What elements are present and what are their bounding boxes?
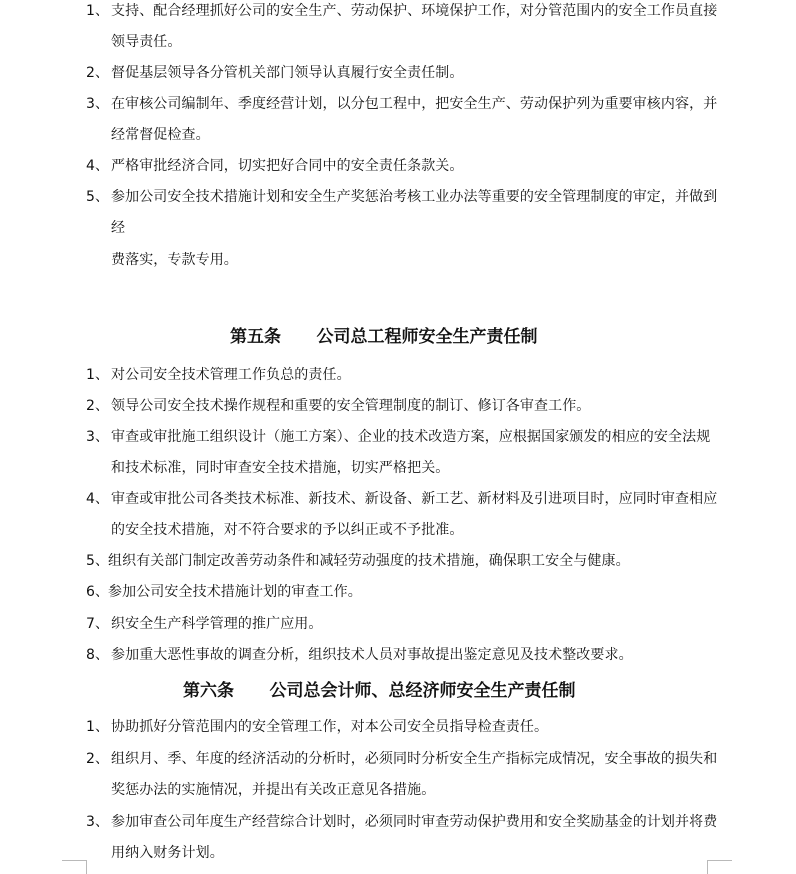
- item-text: 组织有关部门制定改善劳动条件和减轻劳动强度的技术措施，确保职工安全与健康。: [108, 553, 630, 569]
- section-heading: 第五条 公司总工程师安全生产责任制: [230, 327, 538, 347]
- item-text: 对公司安全技术管理工作负总的责任。: [111, 367, 351, 383]
- item-number: 3、: [86, 814, 110, 830]
- item-text: 经常督促检查。: [111, 127, 210, 143]
- item-text: 领导责任。: [111, 34, 182, 50]
- item-number: 6、: [86, 584, 110, 600]
- item-text: 用纳入财务计划。: [111, 845, 224, 861]
- item-text: 组织月、季、年度的经济活动的分析时，必须同时分析安全生产指标完成情况，安全事故的损失和: [111, 751, 718, 767]
- item-text: 在审核公司编制年、季度经营计划，以分包工程中，把安全生产、劳动保护列为重要审核内容，并: [111, 96, 718, 112]
- section-heading: 第六条 公司总会计师、总经济师安全生产责任制: [183, 681, 576, 701]
- item-text: 严格审批经济合同，切实把好合同中的安全责任条款关。: [111, 158, 464, 174]
- item-number: 7、: [86, 616, 110, 632]
- item-text: 参加审查公司年度生产经营综合计划时，必须同时审查劳动保护费用和安全奖励基金的计划并将费: [111, 814, 718, 830]
- item-text: 协助抓好分管范围内的安全管理工作，对本公司安全员指导检查责任。: [111, 719, 549, 735]
- item-text: 参加公司安全技术措施计划和安全生产奖惩治考核工业办法等重要的安全管理制度的审定，并做到: [111, 189, 718, 205]
- item-number: 2、: [86, 751, 110, 767]
- item-number: 1、: [86, 3, 110, 19]
- item-number: 4、: [86, 158, 110, 174]
- item-number: 3、: [86, 429, 110, 445]
- item-number: 5、: [86, 553, 110, 569]
- crop-mark-vertical-right: [707, 860, 708, 874]
- item-number: 3、: [86, 96, 110, 112]
- item-text: 参加公司安全技术措施计划的审查工作。: [108, 584, 362, 600]
- crop-mark-horizontal-right: [707, 860, 732, 861]
- item-number: 1、: [86, 719, 110, 735]
- item-text: 费落实，专款专用。: [111, 252, 238, 268]
- item-text: 奖惩办法的实施情况，并提出有关改正意见各措施。: [111, 782, 436, 798]
- item-number: 4、: [86, 491, 110, 507]
- item-text: 和技术标准，同时审查安全技术措施，切实严格把关。: [111, 460, 450, 476]
- item-text: 参加重大恶性事故的调查分析，组织技术人员对事故提出鉴定意见及技术整改要求。: [111, 647, 633, 663]
- item-number: 2、: [86, 65, 110, 81]
- item-text: 的安全技术措施，对不符合要求的予以纠正或不予批准。: [111, 522, 464, 538]
- item-text: 支持、配合经理抓好公司的安全生产、劳动保护、环境保护工作，对分管范围内的安全工作员直接: [111, 3, 718, 19]
- item-number: 5、: [86, 189, 110, 205]
- item-text: 领导公司安全技术操作规程和重要的安全管理制度的制订、修订各审查工作。: [111, 398, 591, 414]
- item-text: 督促基层领导各分管机关部门领导认真履行安全责任制。: [111, 65, 464, 81]
- item-number: 1、: [86, 367, 110, 383]
- crop-mark-vertical-left: [86, 860, 87, 874]
- item-text: 审查或审批施工组织设计（施工方案）、企业的技术改造方案，应根据国家颁发的相应的安全法规: [111, 429, 711, 445]
- item-number: 8、: [86, 647, 110, 663]
- crop-mark-horizontal-left: [62, 860, 87, 861]
- item-text: 审查或审批公司各类技术标准、新技术、新设备、新工艺、新材料及引进项目时，应同时审查相应: [111, 491, 718, 507]
- item-text: 经: [111, 220, 126, 236]
- item-number: 2、: [86, 398, 110, 414]
- item-text: 织安全生产科学管理的推广应用。: [111, 616, 323, 632]
